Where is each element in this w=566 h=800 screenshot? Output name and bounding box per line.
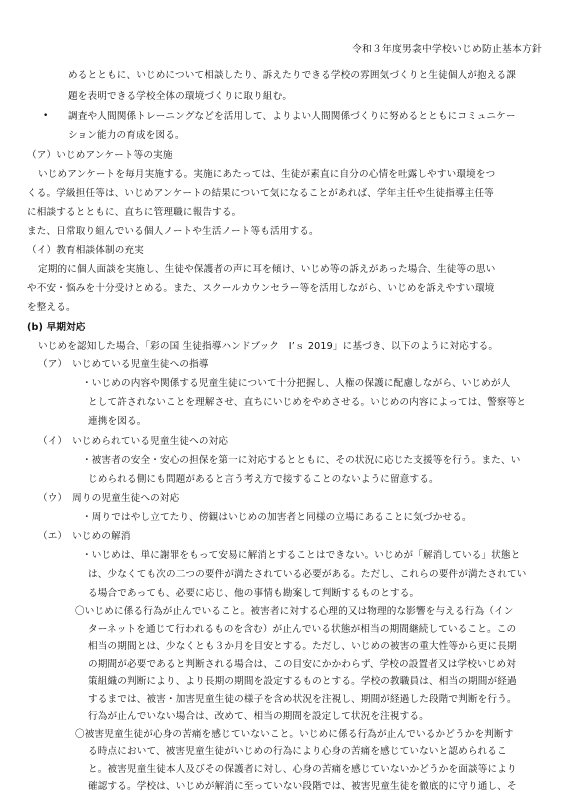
text-line: ・いじめは、単に謝罪をもって安易に解消とすることはできない。いじめが「解消している」状態と [82,550,521,561]
text-line: するまでは、被害・加害児童生徒の様子を含め状況を注視し、期間が経過した段階で判断を行う。 [88,693,517,705]
text-line: に相談するとともに、直ちに管理職に報告する。 [27,207,242,218]
text-line: また、日常取り組んでいる個人ノートや生活ノート等も活用する。 [27,226,319,237]
text-line: は、少なくても次の二つの要件が満たされている必要がある。ただし、これらの要件が満たされてい [88,569,527,580]
text-line: ・いじめの内容や関係する児童生徒について十分把握し、人権の保護に配慮しながら、いじめが人 [82,378,511,389]
text-line: 連携を図る。 [88,416,147,427]
text-line: めるとともに、いじめについて相談したり、訴えたりできる学校の雰囲気づくりと生徒個人が抱える課 [68,70,517,81]
text-line: 行為が止んでいない場合は、改めて、相当の期間を設定して状況を注視する。 [88,711,429,722]
text-line: 題を表明できる学校全体の環境づくりに取り組む。 [68,91,293,102]
text-line: 〇いじめに係る行為が止んでいること。被害者に対する心理的又は物理的な影響を与える行為（イン [75,606,514,617]
text-line: 確認する。学校は、いじめが解消に至っていない段階では、被害児童生徒を徹底的に守り通し、そ [88,781,517,792]
text-line: る時点において、被害児童生徒がいじめの行為により心身の苦痛を感じていないと認められるこ [88,746,507,757]
text-line: ターネットを通じて行われるものを含む）が止んでいる状態が相当の期間継続していること。この [88,623,517,635]
bullet-icon: • [43,111,49,121]
text-line: 定期的に個人面談を実施し、生徒や保護者の声に耳を傾け、いじめ等の訴えがあった場合、生徒等の思い [38,264,496,275]
text-line: と。被害児童生徒本人及びその保護者に対し、心身の苦痛を感じていないかどうかを面談等により [88,763,517,775]
text-line: 策組織の判断により、より長期の期間を設定するものとする。学校の教職員は、相当の期間が経過 [88,676,517,687]
subsection-heading: （イ） いじめられている児童生徒への対応 [38,436,229,447]
text-line: ・周りではやし立てたり、傍観はいじめの加害者と同様の立場にあることに気づかせる。 [82,512,472,523]
text-line: を整える。 [27,302,76,313]
text-line: として許されないことを理解させ、直ちにいじめをやめさせる。いじめの内容によっては、警察等と [88,397,527,408]
text-line: 調査や人間関係トレーニングなどを活用して、よりよい人間関係づくりに努めるとともにコミュニケー [68,111,516,122]
text-line: くる。学級担任等は、いじめアンケートの結果について気になることがあれば、学年主任や生徒指導主任等 [27,188,494,199]
text-line: や不安・悩みを十分受けとめる。また、スクールカウンセラー等を活用しながら、いじめを訴えやすい環境 [27,283,495,294]
subsection-heading: （ウ） 周りの児童生徒への対応 [38,493,180,504]
text-line: いじめアンケートを毎月実施する。実施にあたっては、生徒が素直に自分の心情を吐露しやすい環境をつ [38,169,496,180]
section-heading: (b) 早期対応 [27,322,86,333]
text-line: の期間が必要であると判断される場合は、この目安にかかわらず、学校の設置者又は学校いじめ対 [88,658,516,670]
text-line: 〇被害児童生徒が心身の苦痛を感じていないこと。いじめに係る行為が止んでいるかどうかを判断す [75,728,514,740]
text-line: ション能力の育成を図る。 [68,130,185,141]
subsection-heading: （エ） いじめの解消 [38,531,131,542]
text-line: いじめを認知した場合、「彩の国 生徒指導ハンドブック I’ｓ 2019」に基づき、以下のように対応する。 [38,341,499,352]
text-line: る場合であっても、必要に応じ、他の事情も勘案して判断するものとする。 [88,588,420,599]
subsection-heading: （ア） いじめている児童生徒への指導 [38,359,209,370]
page-header-title: 令和３年度男衾中学校いじめ防止基本方針 [352,44,542,55]
text-line: じめられる側にも問題があると言う考え方で接することのないように留意する。 [88,474,439,485]
section-heading: （イ）教育相談体制の充実 [27,245,144,256]
section-heading: （ア）いじめアンケート等の実施 [27,150,173,161]
text-line: ・被害者の安全・安心の担保を第一に対応するとともに、その状況に応じた支援等を行う。また、い [82,455,521,466]
text-line: 相当の期間とは、少なくとも３か月を目安とする。ただし、いじめの被害の重大性等から更に長期 [88,641,517,652]
